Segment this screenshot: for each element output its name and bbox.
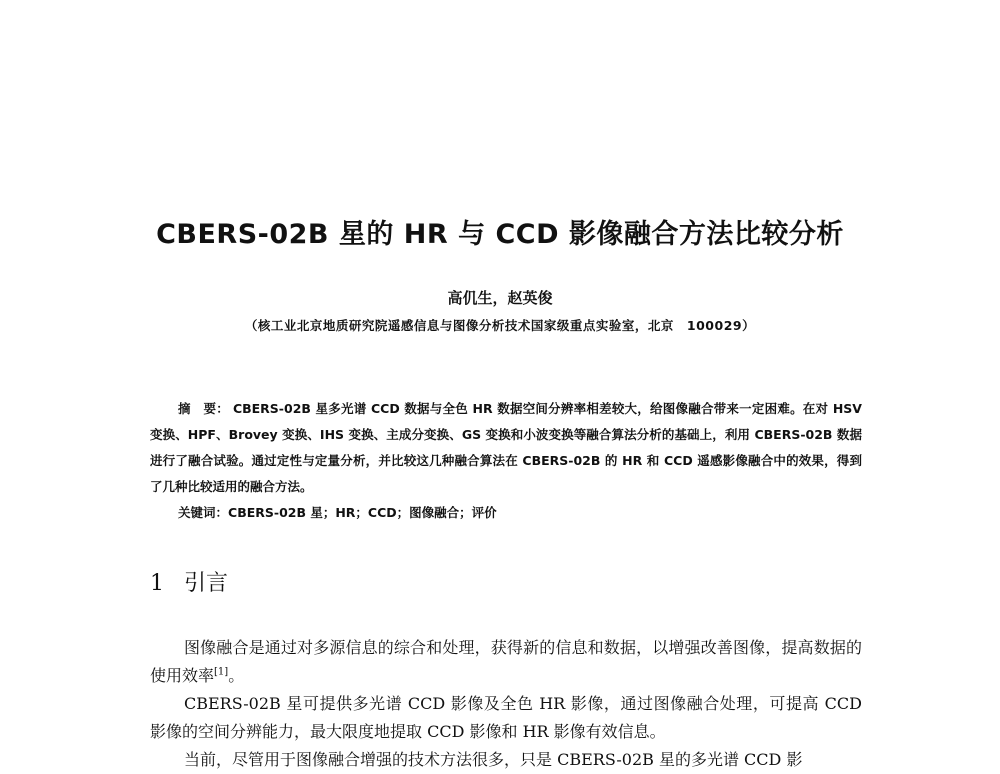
abstract-text: CBERS-02B 星多光谱 CCD 数据与全色 HR 数据空间分辨率相差较大，给图像融合带来一定困难。在对 HSV 变换、HPF、Brovey 变换、IHS 变换、主成分变换、GS 变换和小波变换等融合算法分析的基础上，利用 CBERS-02B 数据进行了融合试验。通过定性与定量分析，并比较这几种融合算法在 CBERS-02B 的 HR 和 CCD 遥感影像融合中的效果，得到了几种比较适用的融合方法。 (150, 401, 862, 494)
authors: 高仉生，赵英俊 (447, 289, 553, 307)
abstract-label: 摘 要： (178, 401, 229, 416)
section-title: 引言 (184, 571, 229, 596)
keywords-label: 关键词： (178, 505, 229, 520)
paragraph-1 (150, 634, 862, 690)
section-number: 1 (150, 571, 164, 596)
paragraph-3: 当前，尽管用于图像融合增强的技术方法很多，只是 CBERS-02B 星的多光谱 CCD 影 (184, 750, 803, 769)
citation: [1] (214, 666, 229, 678)
body-text (150, 634, 862, 774)
paragraph-1-end: 。 (228, 666, 245, 685)
abstract (150, 396, 862, 526)
keywords (150, 500, 862, 526)
keywords-text: CBERS-02B 星；HR；CCD；图像融合；评价 (228, 505, 497, 520)
section-heading (150, 566, 228, 597)
affiliation: （核工业北京地质研究院遥感信息与图像分析技术国家级重点实验室，北京 100029） (244, 318, 756, 333)
paper-title: CBERS-02B 星的 HR 与 CCD 影像融合方法比较分析 (156, 219, 844, 250)
abstract-paragraph (150, 396, 862, 500)
paragraph-1-text: 图像融合是通过对多源信息的综合和处理，获得新的信息和数据，以增强改善图像，提高数据的使用效率 (150, 638, 862, 685)
paragraph-2: CBERS-02B 星可提供多光谱 CCD 影像及全色 HR 影像，通过图像融合处理，可提高 CCD 影像的空间分辨能力，最大限度地提取 CCD 影像和 HR 影像有效信息。 (150, 694, 862, 741)
